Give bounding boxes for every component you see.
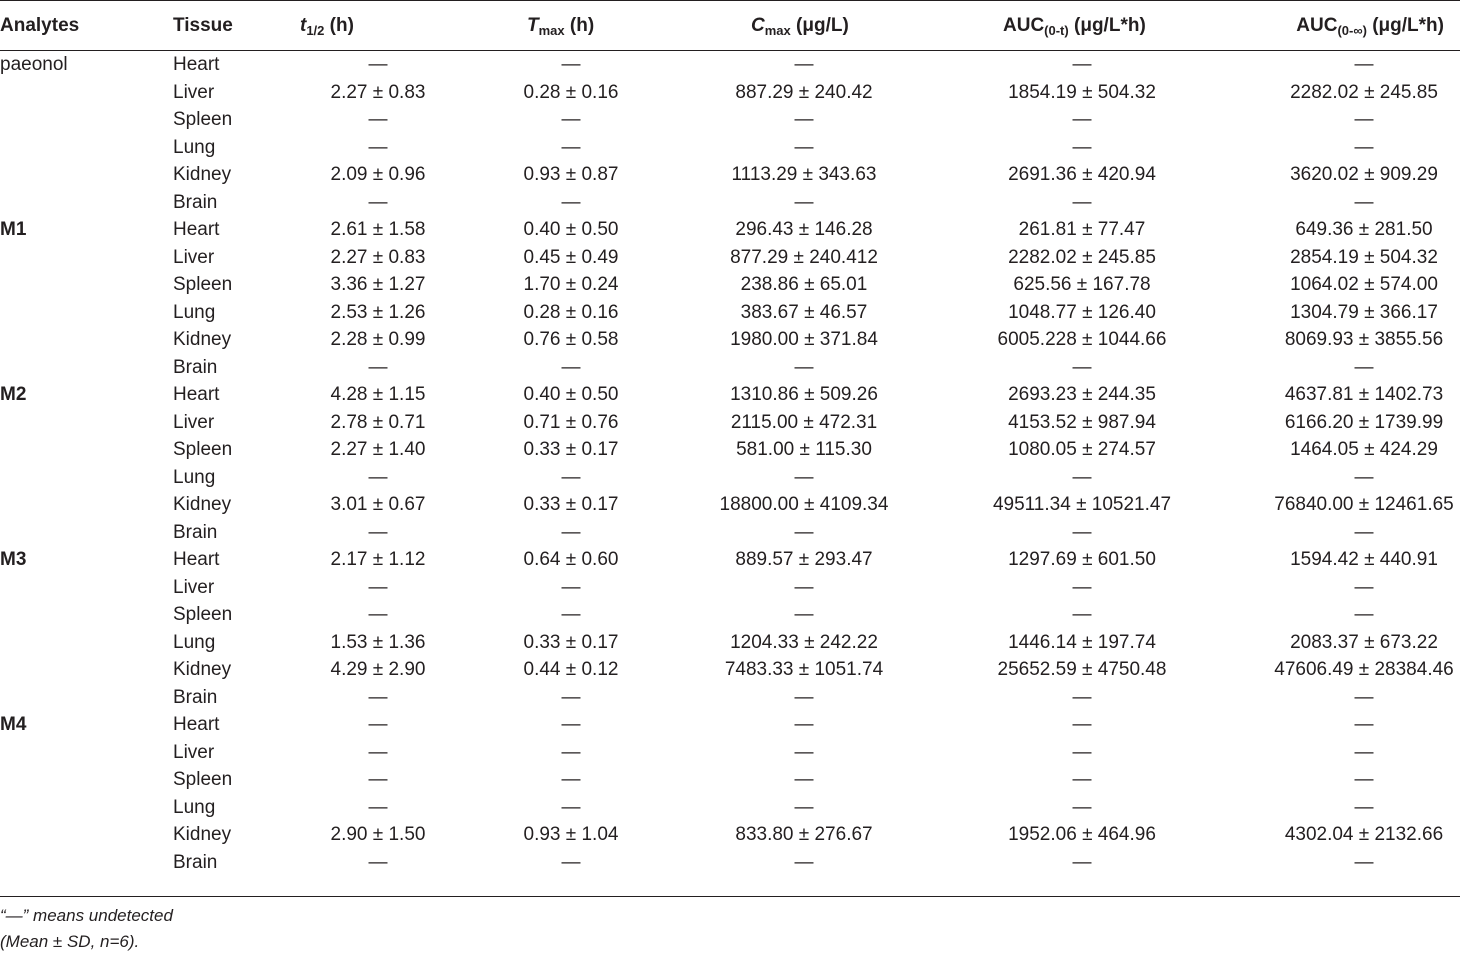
cell-tissue: Spleen [173,769,233,791]
cell-t-half: 2.53 ± 1.26 [330,301,426,323]
cell-auc-inf: — [1354,796,1374,818]
cell-tissue: Heart [173,219,220,241]
cell-analyte: M1 [0,219,27,241]
cell-analyte [0,409,173,437]
cell-cmax: 238.86 ± 65.01 [740,274,868,296]
cell-tmax: 0.40 ± 0.50 [523,384,619,406]
cell-t-half: 2.78 ± 0.71 [330,411,426,433]
cell-auc-t: 2693.23 ± 244.35 [1008,384,1156,406]
cell-cmax: — [794,686,814,708]
cell-auc-inf: 4302.04 ± 2132.66 [1284,824,1444,846]
cell-cmax: — [794,714,814,736]
cell-tissue: Heart [173,384,220,406]
cell-auc-t: 1080.05 ± 274.57 [1008,439,1156,461]
cell-cmax: — [794,741,814,763]
cell-tissue: Kidney [173,164,232,186]
cell-t-half: 2.27 ± 0.83 [330,246,426,268]
cell-auc-t: — [1072,466,1092,488]
cell-t-half: — [368,576,388,598]
cell-auc-t: 49511.34 ± 10521.47 [992,494,1172,516]
table-row [0,271,1460,299]
cell-cmax: — [794,356,814,378]
cell-cmax: — [794,521,814,543]
cell-auc-t: — [1072,576,1092,598]
cell-t-half: — [368,769,388,791]
footnote-undetected: “—” means undetected [0,906,173,925]
cell-tmax: — [561,54,581,76]
col-header-tmax: $T_{max}$ (h) [527,14,595,38]
cell-t-half: 1.53 ± 1.36 [330,631,426,653]
cell-cmax: — [794,576,814,598]
cell-t-half: 3.01 ± 0.67 [330,494,426,516]
cell-tmax: 0.44 ± 0.12 [523,659,619,681]
cell-analyte: M2 [0,384,27,406]
cell-t-half: — [368,521,388,543]
table-row [0,51,1460,79]
cell-tissue: Spleen [173,109,233,131]
cell-cmax: 1310.86 ± 509.26 [730,384,878,406]
cell-tissue: Spleen [173,274,233,296]
cell-tmax: — [561,356,581,378]
cell-auc-inf: 1464.05 ± 424.29 [1290,439,1438,461]
cell-t-half: 2.28 ± 0.99 [330,329,426,351]
cell-tissue: Brain [173,191,218,213]
cell-analyte [0,574,173,602]
table-row [0,409,1460,437]
table-row [0,326,1460,354]
cell-t-half: — [368,714,388,736]
table-row [0,106,1460,134]
cell-auc-inf: 1064.02 ± 574.00 [1290,274,1438,296]
cell-cmax: 383.67 ± 46.57 [740,301,868,323]
cell-auc-inf: — [1354,769,1374,791]
cell-auc-inf: 76840.00 ± 12461.65 [1274,494,1454,516]
cell-auc-inf: — [1354,466,1374,488]
cell-t-half: 2.09 ± 0.96 [330,164,426,186]
table-row [0,821,1460,849]
cell-auc-t: — [1072,796,1092,818]
cell-auc-t: 1854.19 ± 504.32 [1008,81,1156,103]
cell-t-half: — [368,741,388,763]
cell-t-half: 2.17 ± 1.12 [330,549,426,571]
cell-tmax: — [561,769,581,791]
cell-tissue: Heart [173,714,220,736]
cell-auc-inf: — [1354,109,1374,131]
cell-tmax: 0.28 ± 0.16 [523,81,619,103]
cell-auc-inf: 1304.79 ± 366.17 [1290,301,1438,323]
table-row [0,711,1460,739]
cell-auc-inf: 1594.42 ± 440.91 [1290,549,1438,571]
cell-t-half: 2.90 ± 1.50 [330,824,426,846]
cell-tmax: — [561,109,581,131]
table-row [0,299,1460,327]
cell-tissue: Lung [173,136,216,158]
cell-cmax: 18800.00 ± 4109.34 [719,494,889,516]
cell-auc-inf: — [1354,686,1374,708]
table-row [0,244,1460,272]
table-row [0,354,1460,382]
cell-analyte [0,79,173,107]
cell-tissue: Lung [173,466,216,488]
cell-t-half: — [368,851,388,873]
cell-auc-t: 1952.06 ± 464.96 [1008,824,1156,846]
cell-cmax: 7483.33 ± 1051.74 [724,659,884,681]
cell-auc-t: 625.56 ± 167.78 [1013,274,1151,296]
cell-auc-t: 2691.36 ± 420.94 [1008,164,1156,186]
cell-analyte: M3 [0,549,27,571]
table-row [0,766,1460,794]
cell-auc-t: — [1072,714,1092,736]
cell-t-half: — [368,191,388,213]
cell-auc-inf: 2854.19 ± 504.32 [1290,246,1438,268]
cell-auc-inf: 8069.93 ± 3855.56 [1284,329,1444,351]
table-row [0,794,1460,822]
cell-auc-inf: — [1354,191,1374,213]
cell-auc-inf: 4637.81 ± 1402.73 [1284,384,1444,406]
table-row [0,436,1460,464]
col-header-tissue: Tissue [173,14,233,36]
table-row [0,656,1460,684]
cell-auc-inf: 47606.49 ± 28384.46 [1274,659,1454,681]
table-row [0,189,1460,217]
col-header-auc-t: $AUC_{(0-t)}$ (μg/L*h) [1003,14,1146,38]
cell-t-half: 2.27 ± 1.40 [330,439,426,461]
cell-tissue: Kidney [173,329,232,351]
table-row [0,601,1460,629]
cell-t-half: 4.28 ± 1.15 [330,384,426,406]
cell-tissue: Brain [173,686,218,708]
cell-analyte [0,656,173,684]
cell-tmax: 0.33 ± 0.17 [523,494,619,516]
cell-auc-t: 1048.77 ± 126.40 [1008,301,1156,323]
cell-analyte [0,601,173,629]
cell-tmax: 1.70 ± 0.24 [523,274,619,296]
cell-tissue: Liver [173,411,215,433]
cell-tmax: 0.76 ± 0.58 [523,329,619,351]
cell-analyte [0,161,173,189]
cell-analyte: paeonol [0,54,68,76]
cell-analyte [0,271,173,299]
cell-t-half: — [368,356,388,378]
cell-tmax: — [561,521,581,543]
cell-auc-t: — [1072,741,1092,763]
table-body [0,51,1460,876]
cell-analyte [0,436,173,464]
bottom-rule [0,896,1460,897]
cell-tmax: 0.64 ± 0.60 [523,549,619,571]
cell-cmax: 833.80 ± 276.67 [735,824,873,846]
cell-auc-t: 2282.02 ± 245.85 [1008,246,1156,268]
cell-cmax: — [794,769,814,791]
cell-analyte [0,821,173,849]
cell-auc-t: — [1072,136,1092,158]
cell-analyte [0,299,173,327]
cell-cmax: 1980.00 ± 371.84 [730,329,878,351]
cell-tmax: 0.93 ± 1.04 [523,824,619,846]
cell-cmax: — [794,466,814,488]
cell-cmax: 2115.00 ± 472.31 [730,411,878,433]
cell-cmax: — [794,604,814,626]
cell-tmax: — [561,136,581,158]
cell-cmax: 887.29 ± 240.42 [735,81,873,103]
cell-auc-t: 261.81 ± 77.47 [1018,219,1146,241]
table-row [0,134,1460,162]
cell-tissue: Lung [173,301,216,323]
cell-cmax: 1204.33 ± 242.22 [730,631,878,653]
cell-tmax: — [561,466,581,488]
cell-tmax: — [561,714,581,736]
cell-t-half: — [368,686,388,708]
cell-auc-inf: 6166.20 ± 1739.99 [1284,411,1444,433]
cell-auc-t: — [1072,604,1092,626]
cell-tissue: Spleen [173,439,233,461]
cell-tissue: Heart [173,549,220,571]
cell-auc-inf: — [1354,356,1374,378]
cell-t-half: 3.36 ± 1.27 [330,274,426,296]
cell-analyte [0,684,173,712]
cell-tissue: Liver [173,576,215,598]
table-row [0,849,1460,877]
cell-tissue: Lung [173,796,216,818]
table-row [0,216,1460,244]
cell-analyte [0,739,173,767]
cell-auc-t: — [1072,769,1092,791]
cell-t-half: 4.29 ± 2.90 [330,659,426,681]
cell-tmax: 0.28 ± 0.16 [523,301,619,323]
cell-auc-t: — [1072,191,1092,213]
cell-analyte [0,794,173,822]
cell-auc-t: — [1072,54,1092,76]
cell-tissue: Kidney [173,494,232,516]
cell-auc-inf: 2083.37 ± 673.22 [1290,631,1438,653]
cell-tissue: Lung [173,631,216,653]
table-row [0,574,1460,602]
cell-analyte [0,134,173,162]
cell-analyte [0,354,173,382]
cell-tmax: — [561,191,581,213]
cell-tmax: 0.93 ± 0.87 [523,164,619,186]
cell-tissue: Heart [173,54,220,76]
cell-tmax: 0.71 ± 0.76 [523,411,619,433]
cell-tmax: — [561,604,581,626]
cell-tmax: — [561,796,581,818]
cell-auc-inf: — [1354,741,1374,763]
cell-tissue: Liver [173,246,215,268]
cell-t-half: — [368,109,388,131]
cell-tissue: Liver [173,741,215,763]
cell-analyte [0,244,173,272]
cell-auc-inf: — [1354,136,1374,158]
cell-auc-t: — [1072,686,1092,708]
cell-t-half: — [368,136,388,158]
table-row [0,629,1460,657]
cell-auc-inf: 3620.02 ± 909.29 [1290,164,1438,186]
cell-tissue: Brain [173,356,218,378]
cell-tissue: Brain [173,521,218,543]
cell-auc-t: 25652.59 ± 4750.48 [997,659,1167,681]
col-header-analytes: Analytes [0,14,80,36]
cell-analyte [0,849,173,877]
cell-cmax: 1113.29 ± 343.63 [731,164,877,186]
cell-auc-t: — [1072,851,1092,873]
cell-t-half: — [368,466,388,488]
cell-analyte [0,629,173,657]
cell-tissue: Kidney [173,824,232,846]
cell-auc-t: 1297.69 ± 601.50 [1008,549,1156,571]
cell-cmax: 581.00 ± 115.30 [736,439,872,461]
cell-t-half: — [368,604,388,626]
cell-tmax: — [561,851,581,873]
cell-auc-inf: — [1354,576,1374,598]
col-header-cmax: $C_{max}$ (μg/L) [751,14,849,38]
cell-cmax: — [794,796,814,818]
cell-analyte [0,106,173,134]
cell-auc-t: — [1072,109,1092,131]
cell-t-half: 2.61 ± 1.58 [330,219,426,241]
cell-cmax: — [794,191,814,213]
cell-tissue: Brain [173,851,218,873]
table-row [0,464,1460,492]
table-row [0,161,1460,189]
cell-auc-inf: 2282.02 ± 245.85 [1290,81,1438,103]
header-row [0,0,1460,51]
cell-t-half: 2.27 ± 0.83 [330,81,426,103]
cell-analyte [0,464,173,492]
cell-tmax: 0.33 ± 0.17 [523,439,619,461]
cell-tissue: Liver [173,81,215,103]
cell-analyte [0,326,173,354]
table-row [0,491,1460,519]
cell-tissue: Spleen [173,604,233,626]
cell-analyte: M4 [0,714,27,736]
cell-analyte [0,766,173,794]
cell-t-half: — [368,54,388,76]
cell-tissue: Kidney [173,659,232,681]
table-row [0,739,1460,767]
table-row [0,546,1460,574]
cell-auc-t: 4153.52 ± 987.94 [1008,411,1156,433]
cell-auc-t: — [1072,356,1092,378]
cell-auc-inf: — [1354,604,1374,626]
cell-cmax: 877.29 ± 240.412 [730,246,878,268]
cell-t-half: — [368,796,388,818]
cell-cmax: 296.43 ± 146.28 [735,219,873,241]
col-header-t-half: $t_{1/2}$ (h) [300,14,354,38]
cell-analyte [0,189,173,217]
cell-tmax: — [561,686,581,708]
cell-auc-inf: — [1354,851,1374,873]
col-header-auc-inf: $AUC_{(0-\infty)}$ (μg/L*h) [1296,14,1444,38]
cell-analyte [0,519,173,547]
cell-cmax: — [794,109,814,131]
table-row [0,684,1460,712]
cell-auc-inf: — [1354,714,1374,736]
cell-auc-inf: — [1354,521,1374,543]
table-row [0,79,1460,107]
cell-tmax: — [561,576,581,598]
cell-auc-t: 6005.228 ± 1044.66 [997,329,1167,351]
cell-cmax: — [794,136,814,158]
cell-cmax: — [794,851,814,873]
cell-auc-inf: — [1354,54,1374,76]
cell-analyte [0,491,173,519]
cell-tmax: — [561,741,581,763]
cell-cmax: 889.57 ± 293.47 [735,549,873,571]
cell-tmax: 0.45 ± 0.49 [523,246,619,268]
cell-cmax: — [794,54,814,76]
cell-auc-t: — [1072,521,1092,543]
table-row [0,519,1460,547]
cell-tmax: 0.33 ± 0.17 [523,631,619,653]
cell-tmax: 0.40 ± 0.50 [523,219,619,241]
table-row [0,381,1460,409]
cell-auc-inf: 649.36 ± 281.50 [1295,219,1433,241]
footnote-mean-sd: (Mean ± SD, n=6). [0,932,140,951]
cell-auc-t: 1446.14 ± 197.74 [1008,631,1156,653]
